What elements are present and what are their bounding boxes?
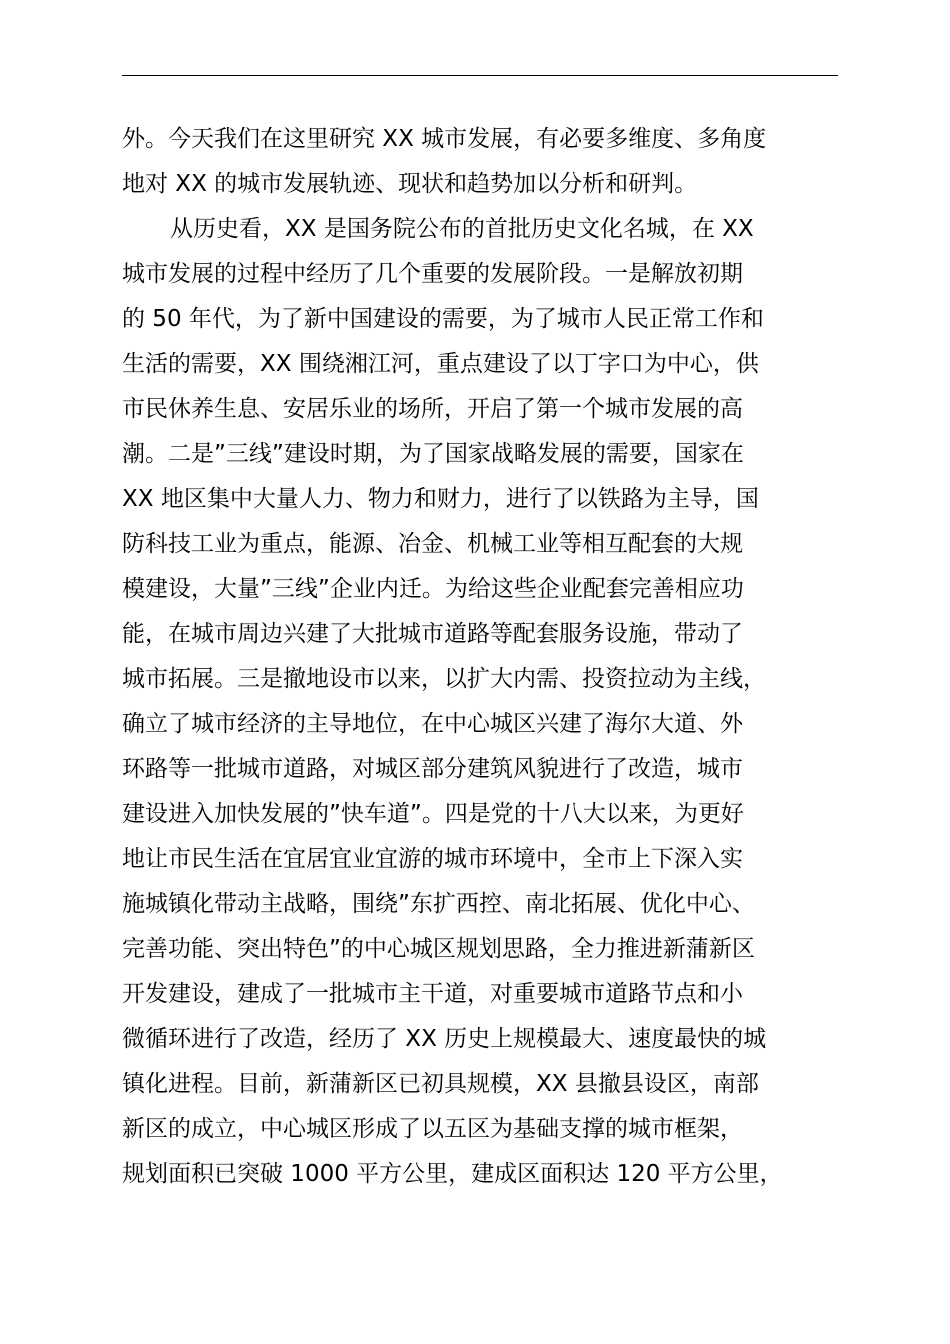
text-line (122, 1107, 842, 1152)
text-line (122, 342, 842, 387)
text-line-content: 城市发展的过程中经历了几个重要的发展阶段。一是解放初期 (122, 261, 743, 287)
text-line-content: 完善功能、突出特色”的中心城区规划思路，全力推进新蒲新区 (122, 936, 755, 962)
text-line (122, 1152, 842, 1197)
text-line (122, 702, 842, 747)
text-line (122, 477, 842, 522)
text-line-content: 微循环进行了改造，经历了 XX 历史上规模最大、速度最快的城 (122, 1026, 767, 1052)
text-line (122, 567, 842, 612)
text-line (122, 612, 842, 657)
text-line-content: 从历史看，XX 是国务院公布的首批历史文化名城，在 XX (170, 216, 754, 242)
text-line-content: 的 50 年代，为了新中国建设的需要，为了城市人民正常工作和 (122, 306, 764, 332)
text-line (122, 522, 842, 567)
text-line (122, 117, 842, 162)
text-line-content: 确立了城市经济的主导地位，在中心城区兴建了海尔大道、外 (122, 711, 743, 737)
text-line-content: 模建设，大量”三线”企业内迁。为给这些企业配套完善相应功 (122, 576, 744, 602)
text-line (122, 297, 842, 342)
text-line-content: 市民休养生息、安居乐业的场所，开启了第一个城市发展的高 (122, 396, 743, 422)
text-line (122, 927, 842, 972)
paragraph-first-line (122, 207, 842, 252)
header-rule (122, 75, 838, 76)
text-line-content: 地让市民生活在宜居宜业宜游的城市环境中，全市上下深入实 (122, 846, 743, 872)
text-line-content: 能，在城市周边兴建了大批城市道路等配套服务设施，带动了 (122, 621, 743, 647)
text-line (122, 1062, 842, 1107)
text-line-content: 生活的需要，XX 围绕湘江河，重点建设了以丁字口为中心，供 (122, 351, 759, 377)
text-line (122, 657, 842, 702)
text-line (122, 387, 842, 432)
text-line-content: 镇化进程。目前，新蒲新区已初具规模，XX 县撤县设区，南部 (122, 1071, 759, 1097)
text-line-content: 施城镇化带动主战略，围绕”东扩西控、南北拓展、优化中心、 (122, 891, 755, 917)
text-line-content: 地对 XX 的城市发展轨迹、现状和趋势加以分析和研判。 (122, 171, 698, 197)
text-line-content: 新区的成立，中心城区形成了以五区为基础支撑的城市框架， (122, 1116, 743, 1142)
text-line-content: XX 地区集中大量人力、物力和财力，进行了以铁路为主导，国 (122, 486, 759, 512)
text-line-content: 建设进入加快发展的”快车道”。四是党的十八大以来，为更好 (122, 801, 744, 827)
text-line (122, 792, 842, 837)
text-line-content: 城市拓展。三是撤地设市以来，以扩大内需、投资拉动为主线， (122, 666, 766, 692)
text-line (122, 747, 842, 792)
text-line-content: 开发建设，建成了一批城市主干道，对重要城市道路节点和小 (122, 981, 743, 1007)
text-line-content: 规划面积已突破 1000 平方公里，建成区面积达 120 平方公里， (122, 1161, 783, 1187)
text-line-content: 外。今天我们在这里研究 XX 城市发展，有必要多维度、多角度 (122, 126, 767, 152)
text-line (122, 432, 842, 477)
text-line-content: 环路等一批城市道路，对城区部分建筑风貌进行了改造，城市 (122, 756, 743, 782)
text-line (122, 972, 842, 1017)
text-line (122, 162, 842, 207)
text-line-content: 防科技工业为重点，能源、冶金、机械工业等相互配套的大规 (122, 531, 743, 557)
body-text (122, 117, 842, 1197)
text-line (122, 837, 842, 882)
text-line (122, 882, 842, 927)
text-line-content: 潮。二是”三线”建设时期，为了国家战略发展的需要，国家在 (122, 441, 744, 467)
text-line (122, 252, 842, 297)
text-line (122, 1017, 842, 1062)
